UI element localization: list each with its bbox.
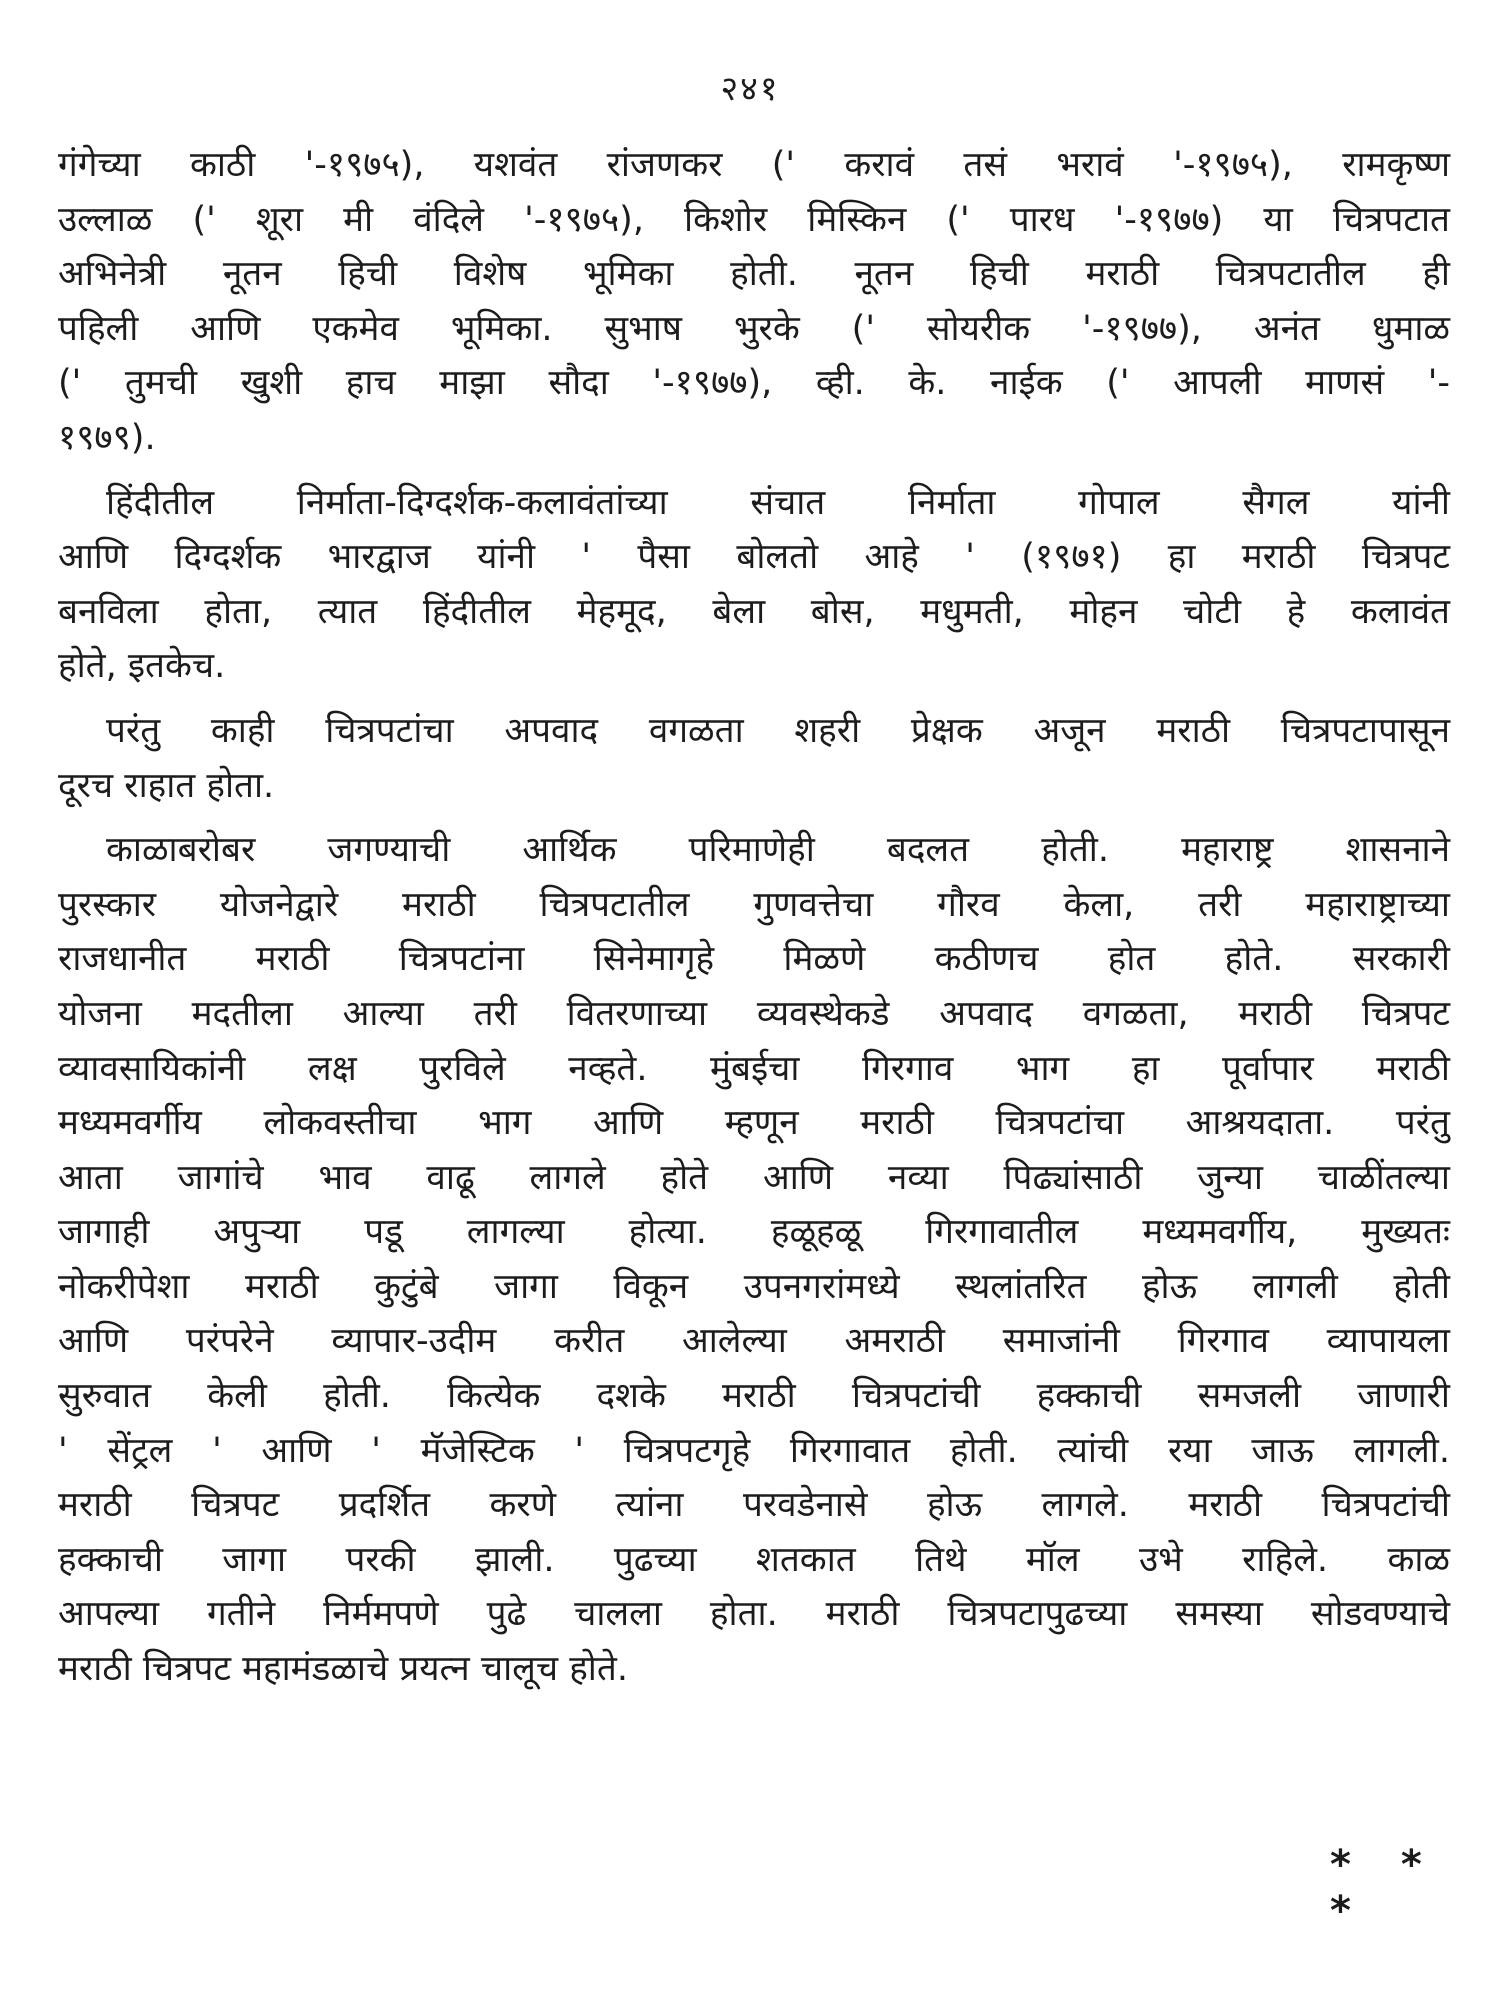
- text-line: उल्लाळ (' शूरा मी वंदिले '-१९७५), किशोर मिस्किन (' पारध '-१९७७) या चित्रपटात: [58, 199, 1450, 240]
- text-line: आता जागांचे भाव वाढू लागले होते आणि नव्या पिढ्यांसाठी जुन्या चाळींतल्या: [58, 1157, 1450, 1198]
- text-line: ' सेंट्रल ' आणि ' मॅजेस्टिक ' चित्रपटगृहे गिरगावात होती. त्यांची रया जाऊ लागली.: [58, 1430, 1450, 1471]
- section-end-mark: * * *: [1330, 1842, 1440, 1934]
- text-line: हिंदीतील निर्माता-दिग्दर्शक-कलावंतांच्या संचात निर्माता गोपाल सैगल यांनी: [106, 482, 1450, 523]
- text-line: पहिली आणि एकमेव भूमिका. सुभाष भुरके (' सोयरीक '-१९७७), अनंत धुमाळ: [58, 308, 1450, 349]
- paragraph-1: [58, 138, 1450, 466]
- text-line: (' तुमची खुशी हाच माझा सौदा '-१९७७), व्ही. के. नाईक (' आपली माणसं '-: [58, 363, 1450, 404]
- text-line: जागाही अपुऱ्या पडू लागल्या होत्या. हळूहळू गिरगावातील मध्यमवर्गीय, मुख्यतः: [58, 1212, 1450, 1253]
- text-line: गंगेच्या काठी '-१९७५), यशवंत रांजणकर (' करावं तसं भरावं '-१९७५), रामकृष्ण: [58, 145, 1450, 185]
- text-line: काळाबरोबर जगण्याची आर्थिक परिमाणेही बदलत होती. महाराष्ट्र शासनाने: [106, 830, 1450, 871]
- text-line: होते, इतकेच.: [58, 646, 226, 687]
- text-line: १९७९).: [58, 417, 156, 458]
- text-line: सुरुवात केली होती. कित्येक दशके मराठी चित्रपटांची हक्काची समजली जाणारी: [58, 1376, 1450, 1417]
- text-line: हक्काची जागा परकी झाली. पुढच्या शतकात तिथे मॉल उभे राहिले. काळ: [58, 1539, 1450, 1580]
- paragraph-4: [58, 823, 1450, 1697]
- text-line: योजना मदतीला आल्या तरी वितरणाच्या व्यवस्थेकडे अपवाद वगळता, मराठी चित्रपट: [58, 993, 1450, 1034]
- text-line: मध्यमवर्गीय लोकवस्तीचा भाग आणि म्हणून मराठी चित्रपटांचा आश्रयदाता. परंतु: [58, 1103, 1450, 1144]
- text-line: नोकरीपेशा मराठी कुटुंबे जागा विकून उपनगरांमध्ये स्थलांतरित होऊ लागली होती: [58, 1266, 1450, 1307]
- page-number: २४१: [720, 69, 780, 109]
- text-line: आणि दिग्दर्शक भारद्वाज यांनी ' पैसा बोलतो आहे ' (१९७१) हा मराठी चित्रपट: [58, 537, 1450, 578]
- text-line: दूरच राहात होता.: [58, 765, 275, 806]
- text-line: व्यावसायिकांनी लक्ष पुरविले नव्हते. मुंबईचा गिरगाव भाग हा पूर्वापार मराठी: [58, 1048, 1450, 1089]
- text-line: अभिनेत्री नूतन हिची विशेष भूमिका होती. नूतन हिची मराठी चित्रपटातील ही: [58, 254, 1450, 295]
- text-line: राजधानीत मराठी चित्रपटांना सिनेमागृहे मिळणे कठीणच होत होते. सरकारी: [58, 939, 1450, 980]
- text-line: आणि परंपरेने व्यापार-उदीम करीत आलेल्या अमराठी समाजांनी गिरगाव व्यापायला: [58, 1321, 1450, 1362]
- text-line: बनविला होता, त्यात हिंदीतील मेहमूद, बेला बोस, मधुमती, मोहन चोटी हे कलावंत: [58, 591, 1450, 632]
- text-line: आपल्या गतीने निर्ममपणे पुढे चालला होता. मराठी चित्रपटापुढच्या समस्या सोडवण्याचे: [58, 1594, 1450, 1635]
- text-line: परंतु काही चित्रपटांचा अपवाद वगळता शहरी प्रेक्षक अजून मराठी चित्रपटापासून: [106, 710, 1450, 751]
- text-line: पुरस्कार योजनेद्वारे मराठी चित्रपटातील गुणवत्तेचा गौरव केला, तरी महाराष्ट्राच्या: [58, 884, 1450, 925]
- body-text: [58, 138, 1450, 1697]
- text-line: मराठी चित्रपट प्रदर्शित करणे त्यांना परवडेनासे होऊ लागले. मराठी चित्रपटांची: [58, 1485, 1450, 1526]
- text-line: मराठी चित्रपट महामंडळाचे प्रयत्न चालूच होते.: [58, 1649, 628, 1690]
- paragraph-2: [58, 476, 1450, 694]
- paragraph-3: [58, 704, 1450, 813]
